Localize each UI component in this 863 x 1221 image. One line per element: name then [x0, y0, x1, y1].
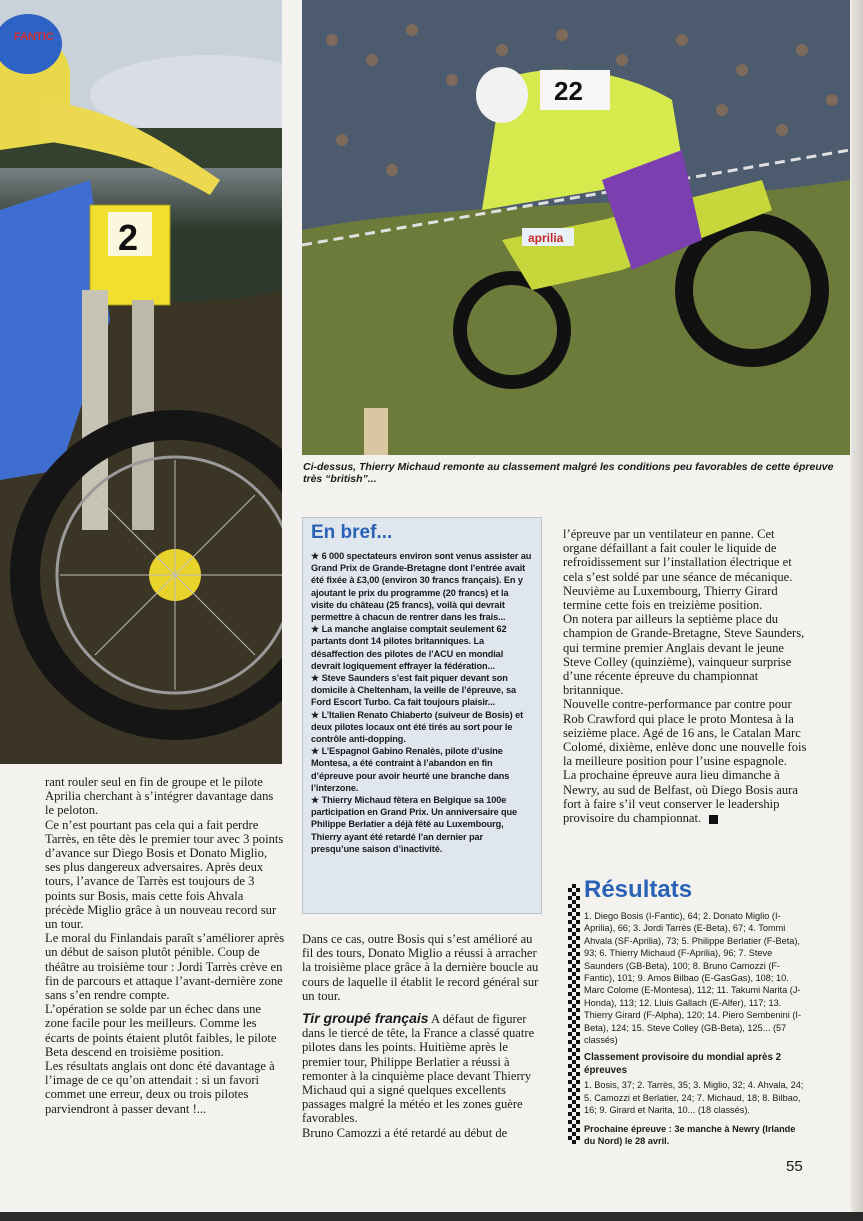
en-bref-box [302, 517, 542, 914]
article-column-middle [302, 932, 544, 1140]
paragraph: Le moral du Finlandais paraît s’améliorer après un début de saison plutôt pénible. Coup de théâtre au troisième tour : Jordi Tarrès crève en fin de parcours et attaque l’avant-dernière zone sans s’en rendre compte. [45, 931, 285, 1003]
paragraph: Neuvième au Luxembourg, Thierry Girard termine cette fois en treizième position. [563, 583, 778, 613]
photo-caption: Ci-dessus, Thierry Michaud remonte au classement malgré les conditions peu favorables de cette épreuve très “british”... [303, 461, 834, 485]
photo-rider-aprilia [302, 0, 850, 455]
page-number: 55 [786, 1158, 803, 1175]
stake-shape [364, 408, 388, 455]
paragraph-text: A défaut de figurer dans le tiercé de tête, la France a classé quatre pilotes dans les points. Huitième après le premier tour, Philippe Berlatier a réussi à remonter à la cinquième place devant Thierry Michaud qui a signé quelques excellents passages malgré la météo et les zones guère favorables. [302, 1012, 535, 1126]
article-column-left [45, 775, 285, 1116]
bref-item: ★ Thierry Michaud fêtera en Belgique sa 100e participation en Grand Prix. Un anniversaire que Philippe Berlatier a déjà fêté au Luxembourg, Thierry ayant été retardé l’an dernier par presqu’une saison d’inactivité. [311, 795, 518, 854]
paragraph: l’épreuve par un ventilateur en panne. Cet organe défaillant a fait couler le liquide de refroidissement sur l’installation électrique et cela s’est soldé par une séance de mécanique. [563, 527, 793, 584]
paragraph: L’opération se solde par un échec dans une zone facile pour les meilleurs. Comme les écarts de points étaient plutôt faibles, le pilote Beta descend en troisième position. [45, 1002, 277, 1059]
standings-title: Classement provisoire du mondial après 2 épreuves [584, 1052, 782, 1076]
results-title: Résultats [584, 876, 693, 903]
end-of-article-mark [709, 815, 718, 824]
bib-number: 22 [554, 76, 583, 106]
bref-item: ★ 6 000 spectateurs environ sont venus assister au Grand Prix de Grande-Bretagne dont l’entrée avait été fixée à £3,00 (environ 30 francs français). En y ajoutant le prix du programme (20 francs) et la visite du château (25 francs), voilà qui devrait permettre à chacun de rentrer dans les frais... [311, 551, 532, 623]
checkered-flag-border [568, 884, 580, 1144]
bref-item: ★ Steve Saunders s’est fait piquer devant son domicile à Cheltenham, la veille de l’épreuve, sa Ford Escort Turbo. Ca fait toujours plaisir... [311, 673, 516, 708]
subhead-tir-groupe: Tir groupé français [302, 1010, 429, 1027]
results-list: 1. Diego Bosis (I-Fantic), 64; 2. Donato Miglio (I-Aprilia), 66; 3. Jordi Tarrès (E-Beta), 67; 4. Tommi Ahvala (SF-Aprilia), 73; 5. Philippe Berlatier (F-Beta), 93; 6. Thierry Michaud (F-Aprilia), 96; 7. Steve Saunders (GB-Beta), 100; 8. Bruno Camozzi (F-Fantic), 101; 9. Amos Bilbao (E-GasGas), 108; 10. Marc Colome (E-Montesa), 112; 11. Takumi Narita (J-Honda), 113; 12. Lluis Gallach (E-Alfer), 117; 13. Thierry Girard (F-Alpha), 120; 14. Piero Sembenini (I-Beta), 124; 15. Steve Colley (GB-Beta), 125... (57 classés) [584, 911, 802, 1046]
paragraph: Les résultats anglais ont donc été davantage à l’image de ce qu’on attendait : si un favori commet une erreur, deux ou trois pilotes parviendront à passer devant !... [45, 1059, 275, 1116]
results-body [584, 910, 808, 1153]
paragraph [563, 768, 807, 825]
paragraph: Nouvelle contre-performance par contre pour Rob Crawford qui place le proto Montesa à la seizième place. Agé de 16 ans, le Catalan Marc Colomé, dixième, enlève donc une nouvelle fois la meilleure position pour l’usine espagnole. [563, 697, 807, 769]
paragraph: rant rouler seul en fin de groupe et le pilote Aprilia cherchant à s’intégrer davantage dans le peloton. [45, 775, 274, 818]
helmet-shape [476, 67, 528, 123]
paragraph-with-subhead [302, 1011, 544, 1126]
fork-left-shape [82, 290, 108, 530]
paragraph: Bruno Camozzi a été retardé au début de [302, 1125, 508, 1140]
next-event: Prochaine épreuve : 3e manche à Newry (Irlande du Nord) le 28 avril. [584, 1123, 796, 1146]
standings-list: 1. Bosis, 37; 2. Tarrès, 35; 3. Miglio, 32; 4. Ahvala, 24; 5. Camozzi et Berlatier, 24; 7. Michaud, 18; 8. Bilbao, 16; 9. Girard et Narita, 10... (18 classés). [584, 1080, 804, 1116]
photo-right-illustration [302, 0, 850, 455]
page-bottom-edge [0, 1212, 863, 1221]
photo-left-illustration [0, 0, 282, 764]
bref-item: ★ L’Italien Renato Chiaberto (suiveur de Bosis) et deux pilotes locaux ont été tirés au sort pour le contrôle anti-dopping. [311, 709, 524, 745]
helmet-label: FANTIC [14, 31, 54, 43]
paragraph: On notera par ailleurs la septième place du champion de Grande-Bretagne, Steve Saunders, qui termine premier Anglais devant le jeune Steve Colley (quinzième), vainqueur surprise d’une récente épreuve du championnat britannique. [563, 612, 805, 698]
paragraph: Dans ce cas, outre Bosis qui s’est amélioré au fil des tours, Donato Miglio a réussi à arracher la troisième place grâce à la dernière boucle au cours de laquelle il établit le record général sur un tour. [302, 932, 539, 1003]
article-column-right [563, 527, 807, 825]
bref-item: ★ La manche anglaise comptait seulement 62 partants dont 14 pilotes britanniques. La désaffection des pilotes de l’ACU en mondial devrait logiquement effrayer la fédération... [311, 624, 507, 671]
bike-brand-label: aprilia [528, 231, 564, 245]
bref-item: ★ L’Espagnol Gabino Renalès, pilote d’usine Montesa, a été contraint à l’abandon en fin d’épreuve pour avoir heurté une branche dans l’interzone. [311, 746, 510, 793]
photo-rider-fantic [0, 0, 282, 764]
number-plate-text: 2 [118, 217, 139, 258]
en-bref-title: En bref... [311, 522, 393, 543]
page-gutter [851, 0, 863, 1221]
paragraph-text: La prochaine épreuve aura lieu dimanche à Newry, au sud de Belfast, où Diego Bosis aura fort à faire s’il veut conserver le leadership provisoire du championnat. [563, 768, 798, 826]
paragraph: Ce n’est pourtant pas cela qui a fait perdre Tarrès, en tête dès le premier tour avec 3 points d’avance sur Diego Bosis et Donato Miglio, ses plus dangereux adversaires. Après deux tours, l’avance de Tarrès est toujours de 3 points sur Bosis, mais cette fois Ahvala précède Miglio grâce à un nouveau record sur un tour. [45, 817, 284, 932]
